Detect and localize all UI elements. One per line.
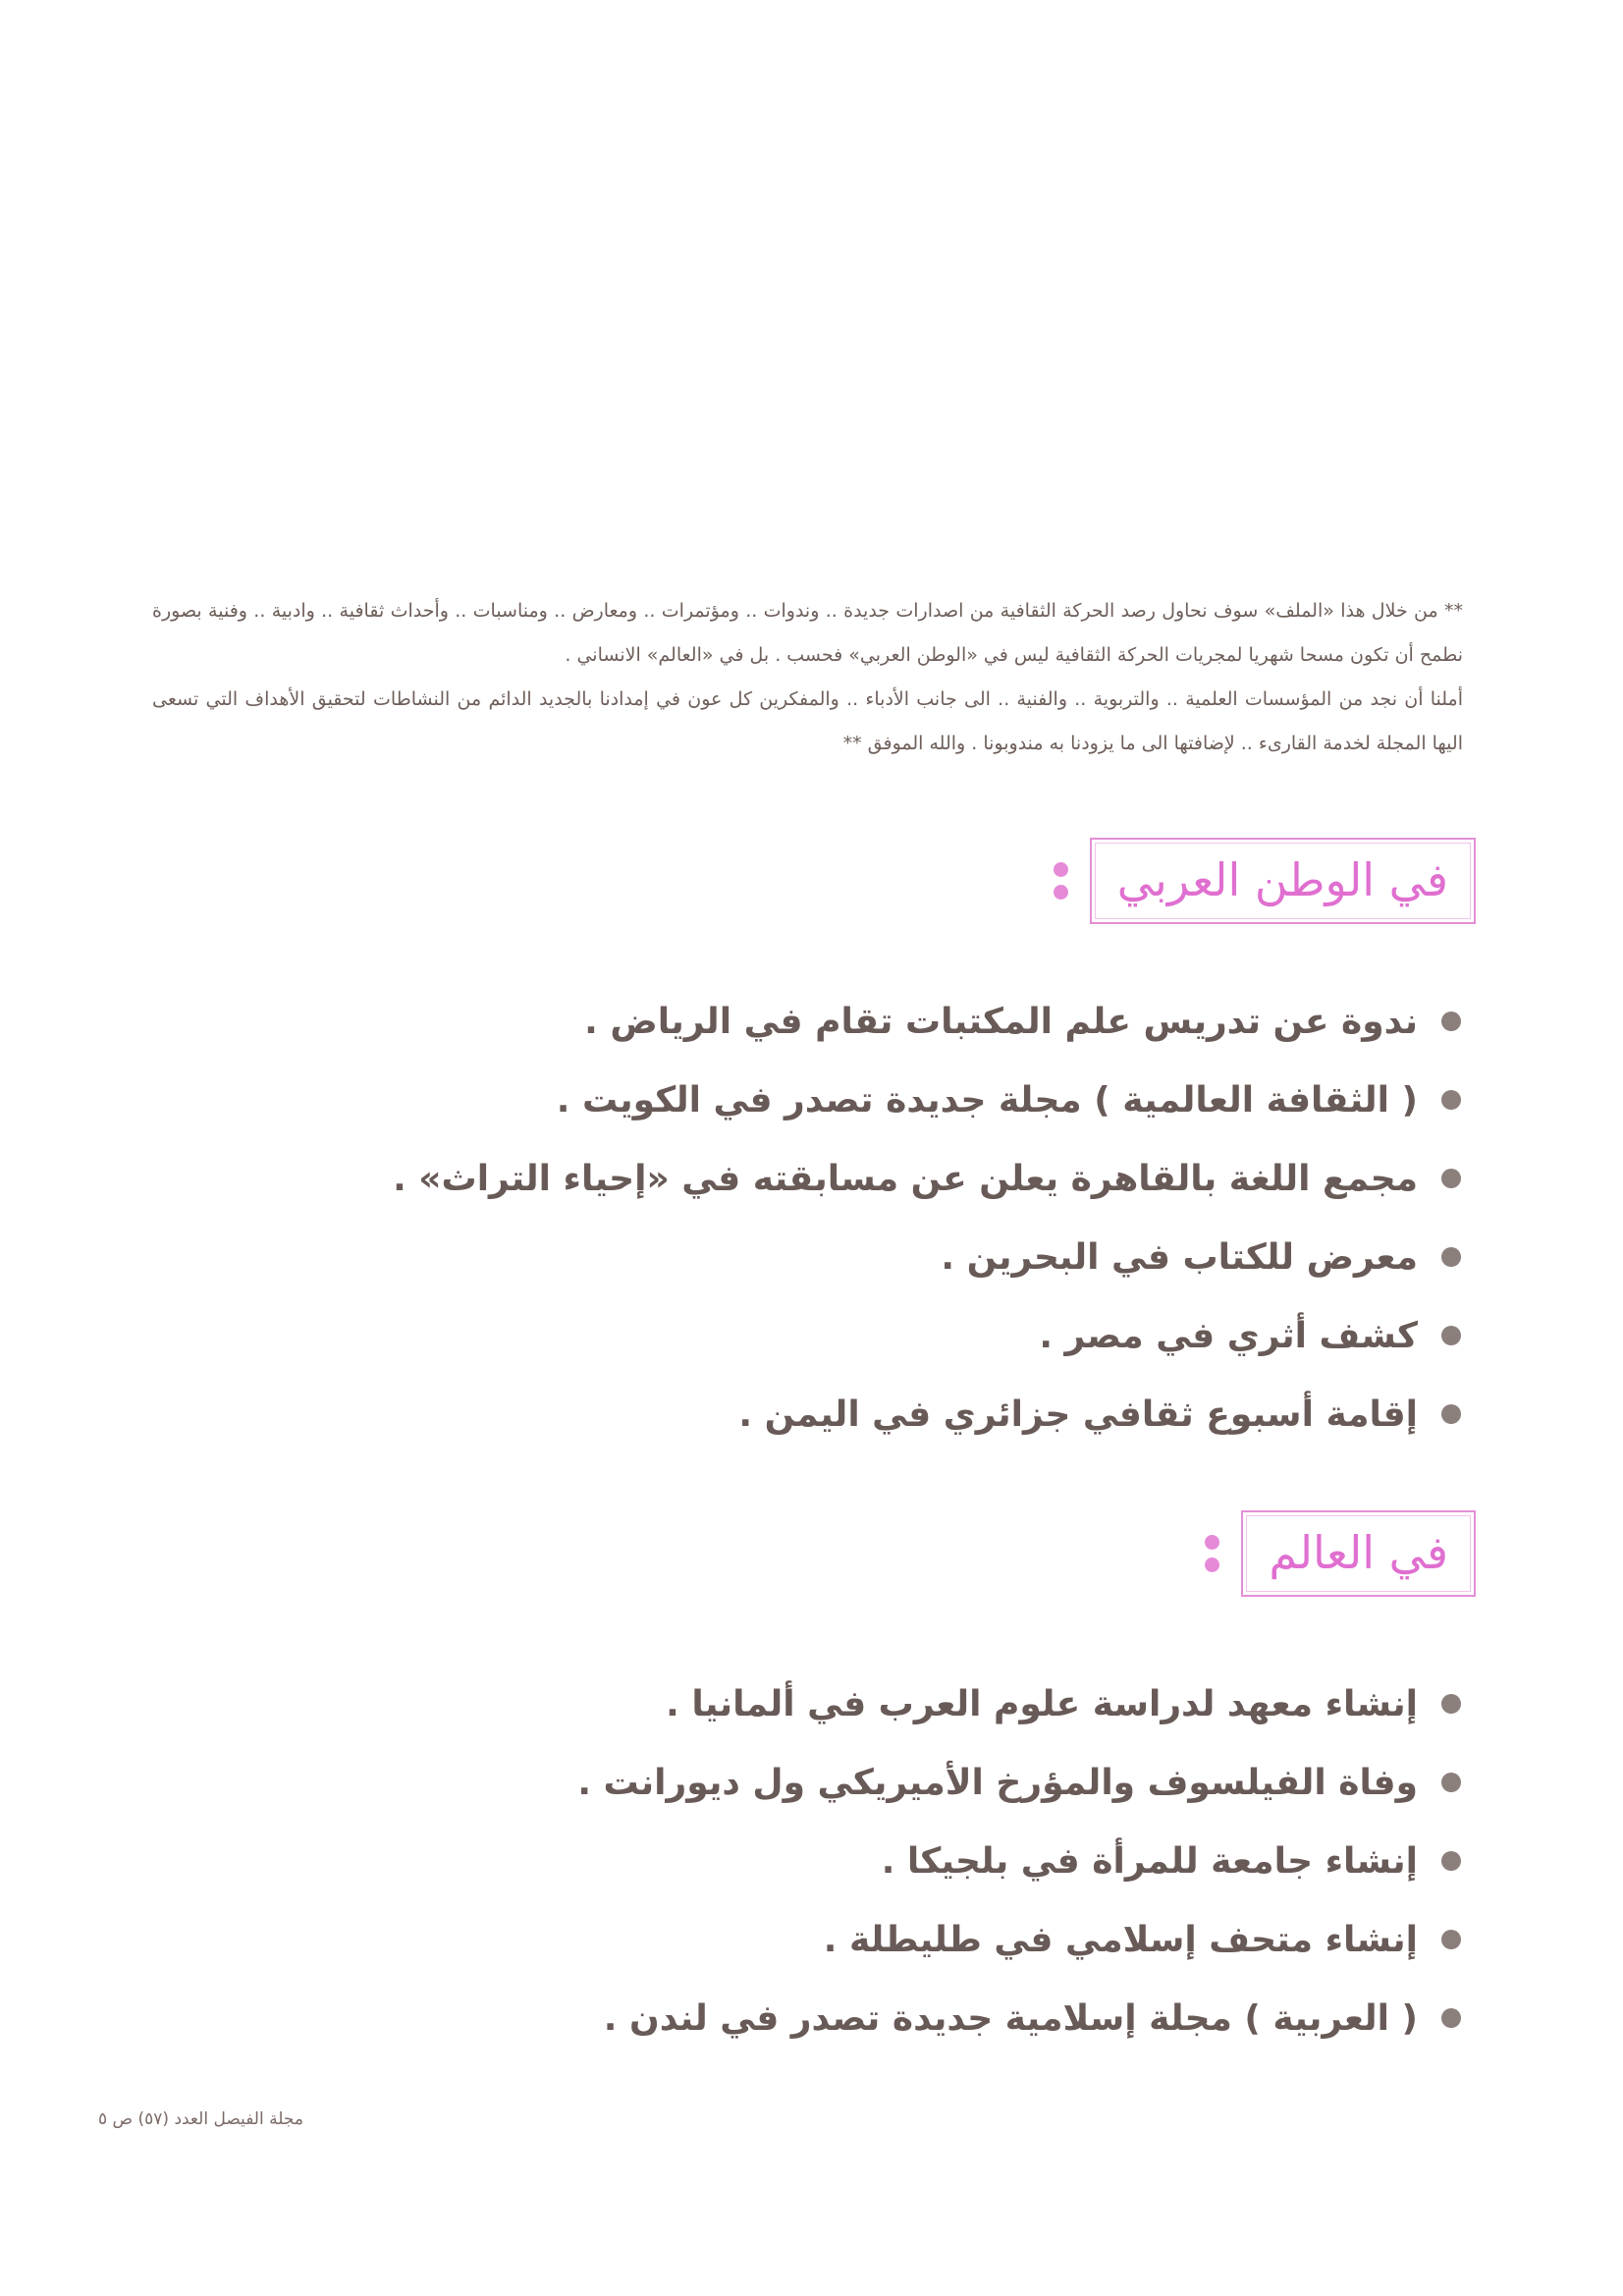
list-item	[577, 1822, 1461, 1900]
bullet-icon	[1441, 1169, 1461, 1188]
list-item-text: وفاة الفيلسوف والمؤرخ الأميريكي ول ديورانت .	[577, 1762, 1418, 1803]
list-item-text: ( الثقافة العالمية ) مجلة جديدة تصدر في الكويت .	[556, 1079, 1418, 1121]
bullet-icon	[1441, 1090, 1461, 1110]
world-heading	[1205, 1510, 1476, 1597]
arab-world-news-list	[393, 982, 1461, 1453]
list-item-text: مجمع اللغة بالقاهرة يعلن عن مسابقته في «إحياء التراث» .	[393, 1158, 1418, 1199]
world-news-list	[577, 1665, 1461, 2057]
list-item-text: إنشاء جامعة للمرأة في بلجيكا .	[881, 1840, 1418, 1882]
bullet-icon	[1441, 1247, 1461, 1267]
list-item-text: ندوة عن تدريس علم المكتبات تقام في الرياض .	[584, 1001, 1418, 1042]
world-heading-label: في العالم	[1241, 1510, 1476, 1597]
colon-ornament-icon	[1205, 1535, 1219, 1572]
arab-world-heading	[1054, 838, 1476, 924]
bullet-icon	[1441, 1851, 1461, 1871]
bullet-icon	[1441, 1930, 1461, 1949]
bullet-icon	[1441, 1773, 1461, 1792]
list-item	[393, 1218, 1461, 1296]
colon-ornament-icon	[1054, 862, 1068, 900]
list-item	[577, 1979, 1461, 2057]
list-item	[393, 1375, 1461, 1453]
arab-world-heading-label: في الوطن العربي	[1090, 838, 1476, 924]
list-item-text: كشف أثري في مصر .	[1039, 1315, 1418, 1356]
list-item-text: إنشاء متحف إسلامي في طليطلة .	[823, 1919, 1418, 1960]
list-item-text: إقامة أسبوع ثقافي جزائري في اليمن .	[738, 1394, 1418, 1435]
list-item	[577, 1900, 1461, 1979]
intro-paragraph-1: ** من خلال هذا «الملف» سوف نحاول رصد الحركة الثقافية من اصدارات جديدة .. وندوات .. ومؤتمرات .. ومعارض .. ومناسبات .. وأحداث ثقافية .. وادبية .. وفنية بصورة نطمح أن تكون مسحا شهريا لمجريات الحركة الثقافية ليس في «الوطن العربي» فحسب . بل في «العالم» الانساني .	[152, 600, 1463, 666]
list-item	[577, 1743, 1461, 1822]
list-item	[393, 1139, 1461, 1218]
list-item-text: معرض للكتاب في البحرين .	[941, 1236, 1418, 1278]
list-item	[393, 982, 1461, 1061]
intro-text	[152, 589, 1463, 766]
list-item	[577, 1665, 1461, 1743]
bullet-icon	[1441, 1694, 1461, 1714]
list-item-text: إنشاء معهد لدراسة علوم العرب في ألمانيا .	[666, 1683, 1418, 1724]
bullet-icon	[1441, 1404, 1461, 1424]
intro-paragraph-2: أملنا أن نجد من المؤسسات العلمية .. والتربوية .. والفنية .. الى جانب الأدباء .. والمفكرين كل عون في إمدادنا بالجديد الدائم من النشاطات لتحقيق الأهداف التي تسعى اليها المجلة لخدمة القارىء .. لإضافتها الى ما يزودنا به مندوبونا . والله الموفق **	[152, 688, 1463, 754]
bullet-icon	[1441, 1326, 1461, 1345]
bullet-icon	[1441, 2008, 1461, 2028]
list-item	[393, 1061, 1461, 1139]
list-item-text: ( العربية ) مجلة إسلامية جديدة تصدر في لندن .	[603, 1997, 1418, 2039]
list-item	[393, 1296, 1461, 1375]
page-footer: مجلة الفيصل العدد (٥٧) ص ٥	[98, 2109, 303, 2129]
bullet-icon	[1441, 1011, 1461, 1031]
